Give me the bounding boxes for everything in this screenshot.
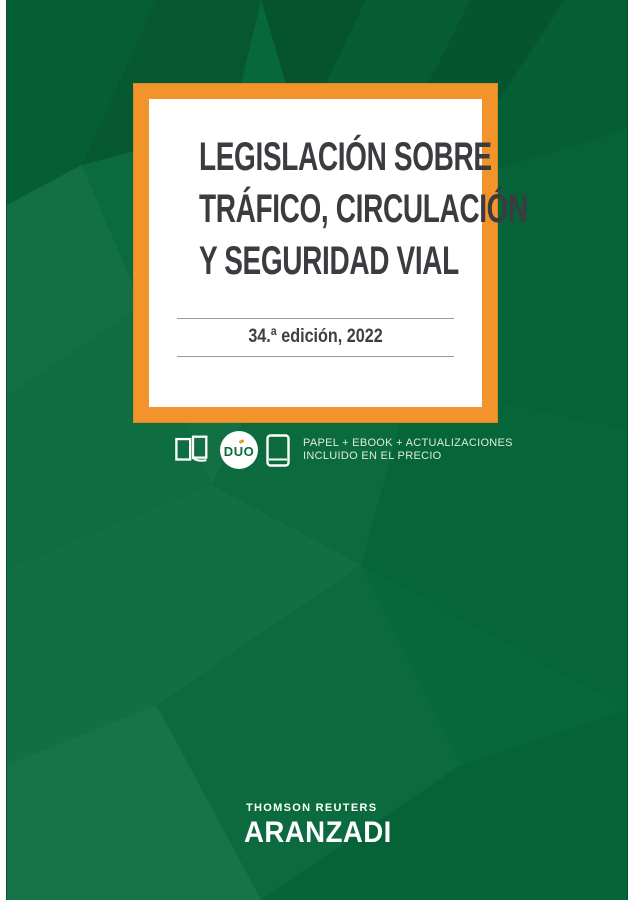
open-book-icon [174, 435, 212, 465]
book-cover [6, 0, 628, 900]
title-line-1: LEGISLACIÓN SOBRE [198, 135, 492, 179]
formats-text-line-2: INCLUIDO EN EL PRECIO [303, 450, 442, 462]
publisher-logo-text: ARANZADI [244, 816, 392, 849]
formats-text [303, 437, 513, 464]
formats-banner [174, 429, 513, 471]
edition-label: 34.ª edición, 2022 [248, 326, 383, 347]
tablet-icon [266, 434, 290, 467]
title-frame [133, 83, 528, 423]
formats-text-line-1: PAPEL + EBOOK + ACTUALIZACIONES [303, 436, 513, 449]
publisher-brand [244, 801, 405, 848]
title-line-3: Y SEGURIDAD VIAL [198, 239, 459, 283]
title-panel [149, 99, 528, 407]
book-title [149, 131, 528, 287]
duo-letter: O [243, 444, 255, 459]
duo-letter: D [223, 444, 234, 459]
duo-label [224, 444, 254, 459]
duo-letter: U [233, 444, 244, 459]
divider-bottom [177, 356, 454, 357]
publisher-imprint: THOMSON REUTERS [246, 802, 378, 814]
title-line-2: TRÁFICO, CIRCULACIÓN [198, 187, 528, 231]
duo-accent-mark [239, 439, 245, 443]
duo-badge [220, 431, 258, 469]
